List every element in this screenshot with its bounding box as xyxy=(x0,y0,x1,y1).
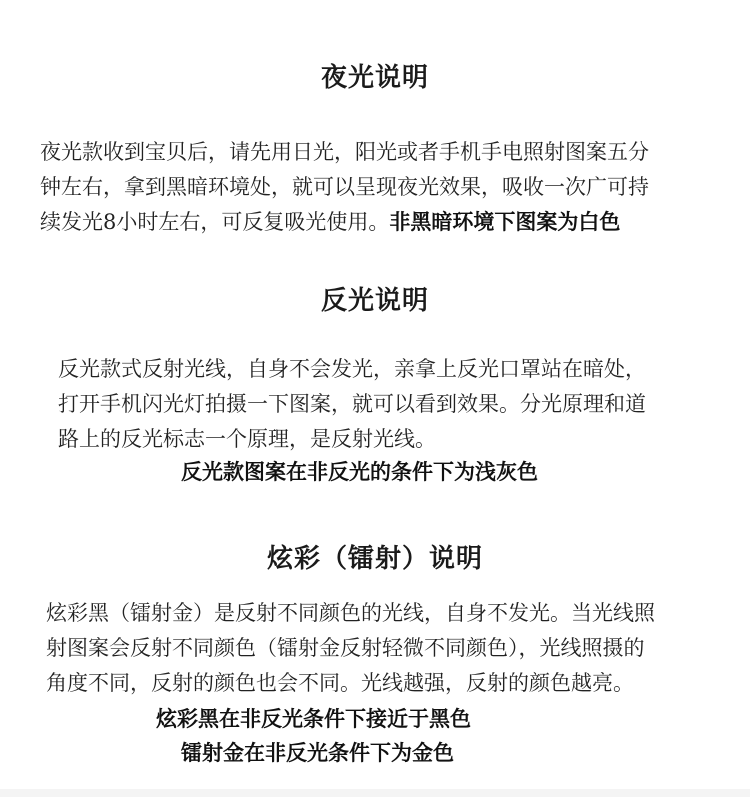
laser-line-2: 射图案会反射不同颜色（镭射金反射轻微不同颜色），光线照摄的 xyxy=(46,636,645,660)
glow-line-2: 钟左右，拿到黑暗环境处，就可以呈现夜光效果，吸收一次广可持 xyxy=(40,175,649,199)
glow-bold-note: 非黑暗环境下图案为白色 xyxy=(389,210,621,234)
reflective-line-2: 打开手机闪光灯拍摄一下图案，就可以看到效果。分光原理和道 xyxy=(58,392,646,416)
laser-note-gold: 镭射金在非反光条件下为金色 xyxy=(181,741,454,765)
laser-section-title: 炫彩（镭射）说明 xyxy=(266,544,483,574)
reflective-section-title: 反光说明 xyxy=(320,286,429,316)
reflective-line-1: 反光款式反射光线，自身不会发光，亲拿上反光口罩站在暗处， xyxy=(58,357,646,381)
glow-line-3 xyxy=(40,205,649,240)
reflective-note: 反光款图案在非反光的条件下为浅灰色 xyxy=(181,460,538,484)
glow-description xyxy=(40,135,649,240)
laser-line-1: 炫彩黑（镭射金）是反射不同颜色的光线，自身不发光。当光线照 xyxy=(46,601,655,625)
glow-line-3-text: 续发光8小时左右，可反复吸光使用。 xyxy=(40,210,390,234)
laser-note-black: 炫彩黑在非反光条件下接近于黑色 xyxy=(156,707,471,731)
glow-section-title: 夜光说明 xyxy=(320,63,429,93)
laser-description xyxy=(46,596,655,701)
reflective-line-3: 路上的反光标志一个原理，是反射光线。 xyxy=(58,427,436,451)
glow-line-1: 夜光款收到宝贝后，请先用日光，阳光或者手机手电照射图案五分 xyxy=(40,140,649,164)
reflective-description xyxy=(58,352,646,457)
footer-divider xyxy=(0,789,750,797)
laser-line-3: 角度不同，反射的颜色也会不同。光线越强，反射的颜色越亮。 xyxy=(46,671,634,695)
